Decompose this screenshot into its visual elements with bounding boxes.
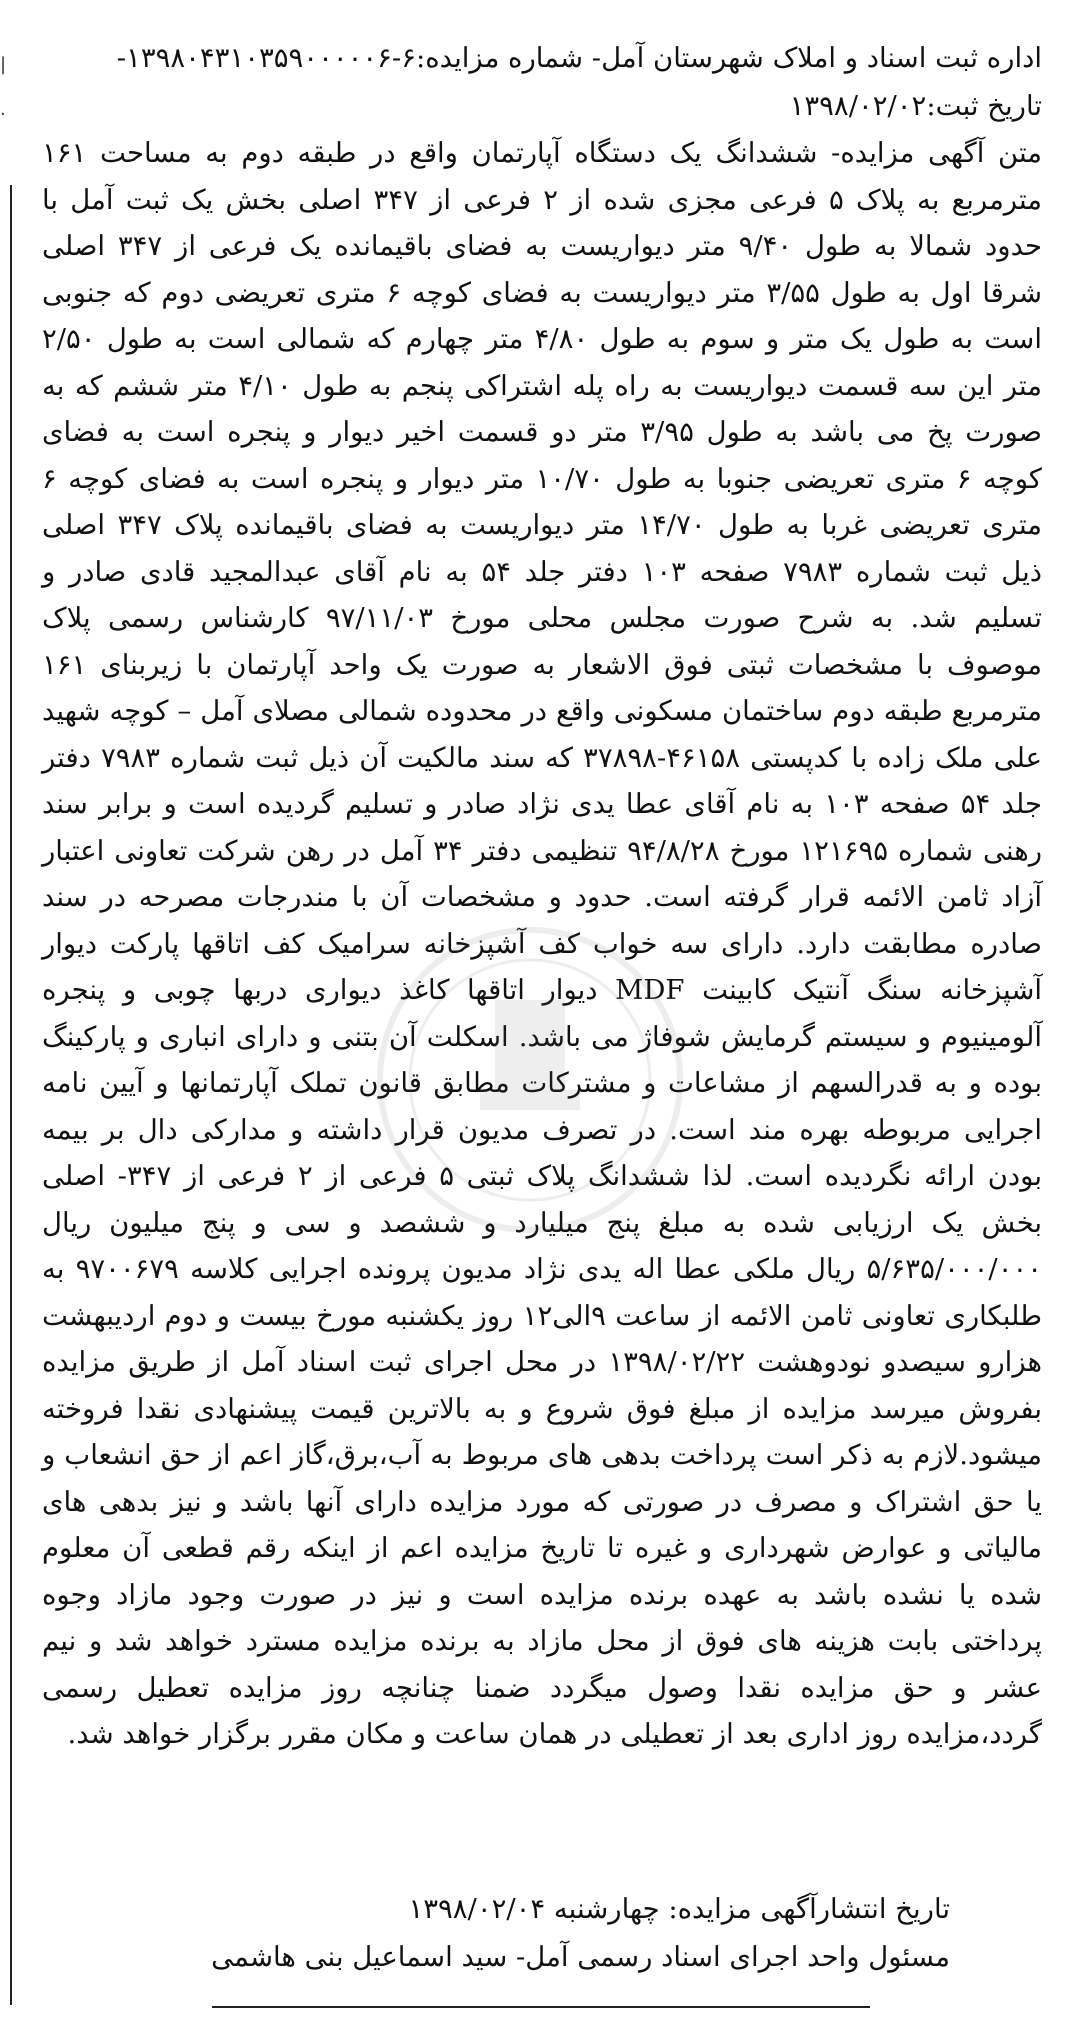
responsible-official: مسئول واحد اجرای اسناد رسمی آمل- سید اسماعیل بنی هاشمی xyxy=(211,1941,950,1973)
left-edge-marks: | · xyxy=(0,54,7,125)
announcement-footer xyxy=(90,1885,950,1981)
bottom-divider xyxy=(212,2006,870,2008)
header-office-and-auction-number: اداره ثبت اسناد و املاک شهرستان آمل- شماره مزایده:۶-۱۳۹۸۰۴۳۱۰۳۵۹۰۰۰۰۰۶- xyxy=(116,42,1042,74)
left-vertical-rule xyxy=(10,185,12,2005)
announcement-header xyxy=(42,34,1042,130)
publish-date: تاریخ انتشارآگهی مزایده: چهارشنبه ۱۳۹۸/۰۲/۰۴ xyxy=(408,1893,950,1925)
announcement-body: متن آگهی مزایده- ششدانگ یک دستگاه آپارتمان واقع در طبقه دوم به مساحت ۱۶۱ مترمربع به پلاک ۵ فرعی مجزی شده از ۲ فرعی از ۳۴۷ اصلی بخش یک ثبت آمل با حدود شمالا به طول ۹/۴۰ متر دیواریست به فضای باقیمانده یک فرعی از ۳۴۷ اصلی شرقا اول به طول ۳/۵۵ متر دیواریست به فضای کوچه ۶ متری تعریضی دوم که جنوبی است به طول یک متر و سوم به طول ۴/۸۰ متر چهارم که شمالی است به طول ۲/۵۰ متر این سه قسمت دیواریست به راه پله اشتراکی پنجم به طول ۴/۱۰ متر ششم که به صورت پخ می باشد به طول ۳/۹۵ متر دو قسمت اخیر دیوار و پنجره است به فضای کوچه ۶ متری تعریضی جنوبا به طول ۱۰/۷۰ متر دیوار و پنجره است به فضای کوچه ۶ متری تعریضی غربا به طول ۱۴/۷۰ متر دیواریست به فضای باقیمانده پلاک ۳۴۷ اصلی ذیل ثبت شماره ۷۹۸۳ صفحه ۱۰۳ دفتر جلد ۵۴ به نام آقای عبدالمجید قادی صادر و تسلیم شد. به شرح صورت مجلس محلی مورخ ۹۷/۱۱/۰۳ کارشناس رسمی پلاک موصوف با مشخصات ثبتی فوق الاشعار به صورت یک واحد آپارتمان با زیربنای ۱۶۱ مترمربع طبقه دوم ساختمان مسکونی واقع در محدوده شمالی مصلای آمل – کوچه شهید علی ملک زاده با کدپستی ۴۶۱۵۸-۳۷۸۹۸ که سند مالکیت آن ذیل ثبت شماره ۷۹۸۳ دفتر جلد ۵۴ صفحه ۱۰۳ به نام آقای عطا یدی نژاد صادر و تسلیم گردیده است و برابر سند رهنی شماره ۱۲۱۶۹۵ مورخ ۹۴/۸/۲۸ تنظیمی دفتر ۳۴ آمل در رهن شرکت تعاونی اعتبار آزاد ثامن الائمه قرار گرفته است. حدود و مشخصات آن با مندرجات مصرحه در سند صادره مطابقت دارد. دارای سه خواب کف آشپزخانه سرامیک کف اتاقها پارکت دیوار آشپزخانه سنگ آنتیک کابینت MDF دیوار اتاقها کاغذ دیواری دربها چوبی و پنجره آلومینیوم و سیستم گرمایش شوفاژ می باشد. اسکلت آن بتنی و دارای انباری و پارکینگ بوده و به قدرالسهم از مشاعات و مشترکات مطابق قانون تملک آپارتمانها و آیین نامه اجرایی مربوطه بهره مند است. در تصرف مدیون قرار داشته و مدارکی دال بر بیمه بودن ارائه نگردیده است. لذا ششدانگ پلاک ثبتی ۵ فرعی از ۲ فرعی از ۳۴۷- اصلی بخش یک ارزیابی شده به مبلغ پنج میلیارد و ششصد و سی و پنج میلیون ریال ۵/۶۳۵/۰۰۰/۰۰۰ ریال ملکی عطا اله یدی نژاد مدیون پرونده اجرایی کلاسه ۹۷۰۰۶۷۹ به طلبکاری تعاونی ثامن الائمه از ساعت ۹الی۱۲ روز یکشنبه مورخ بیست و دوم اردیبهشت هزارو سیصدو نودوهشت ۱۳۹۸/۰۲/۲۲ در محل اجرای ثبت اسناد آمل از طریق مزایده بفروش میرسد مزایده از مبلغ فوق شروع و به بالاترین قیمت پیشنهادی نقدا فروخته میشود.لازم به ذکر است پرداخت بدهی های مربوط به آب،برق،گاز اعم از حق انشعاب و یا حق اشتراک و مصرف در صورتی که مورد مزایده دارای آنها باشد و نیز بدهی های مالیاتی و عوارض شهرداری و غیره تا تاریخ مزایده اعم از اینکه رقم قطعی آن معلوم شده یا نشده باشد به عهده برنده مزایده است و نیز در صورت وجود مازاد وجوه پرداختی بابت هزینه های فوق از محل مازاد به برنده مزایده مسترد خواهد شد و نیم عشر و حق مزایده نقدا وصول میگردد ضمنا چنانچه روز مزایده تعطیل رسمی گردد،مزایده روز اداری بعد از تعطیلی در همان ساعت و مکان مقرر برگزار خواهد شد. xyxy=(42,137,1043,1750)
header-registration-date: تاریخ ثبت:۱۳۹۸/۰۲/۰۲ xyxy=(789,90,1042,122)
